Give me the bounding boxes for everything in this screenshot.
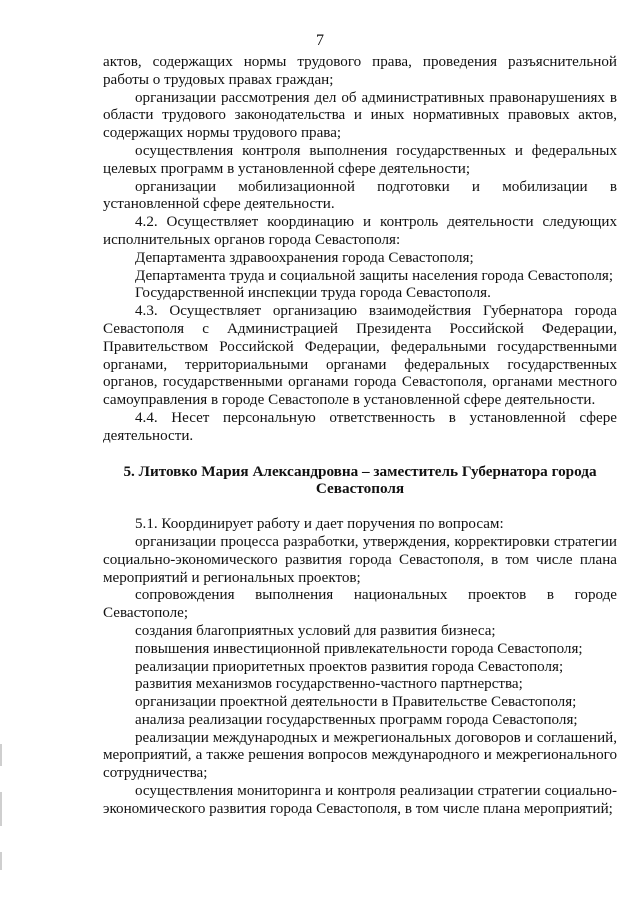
paragraph: актов, содержащих нормы трудового права, проведения разъяснительной работы о трудовых правах граждан; [103, 54, 617, 88]
paragraph: развития механизмов государственно-частного партнерства; [135, 676, 523, 693]
paragraph: Департамента труда и социальной защиты населения города Севастополя; [135, 267, 614, 284]
paragraph: осуществления мониторинга и контроля реализации стратегии социально-экономического развития города Севастополя, в том числе плана мероприятий; [103, 783, 617, 817]
section-5-body [103, 516, 617, 819]
paragraph: 4.4. Несет персональную ответственность в установленной сфере деятельности. [103, 409, 617, 444]
paragraph: организации рассмотрения дел об административных правонарушениях в области трудового законодательства и иных нормативных правовых актов, содержащих нормы трудового права; [103, 89, 617, 142]
paragraph: осуществления контроля выполнения государственных и федеральных целевых программ в установленной сфере деятельности; [103, 142, 617, 177]
page-number: 7 [316, 32, 324, 49]
paragraph: Государственной инспекции труда города Севастополя. [135, 285, 491, 302]
scan-edge-marks [0, 744, 4, 894]
paragraph: организации проектной деятельности в Правительстве Севастополя; [135, 694, 577, 711]
paragraph: Департамента здравоохранения города Севастополя; [135, 249, 474, 266]
paragraph: повышения инвестиционной привлекательности города Севастополя; [135, 640, 583, 657]
section-5-heading: 5. Литовко Мария Александровна – заместитель Губернатора города Севастополя [123, 462, 597, 498]
paragraph: 5.1. Координирует работу и дает поручения по вопросам: [135, 516, 504, 533]
section-4-continuation [103, 54, 617, 446]
paragraph: сопровождения выполнения национальных проектов в городе Севастополе; [103, 587, 617, 622]
paragraph: организации мобилизационной подготовки и мобилизации в установленной сфере деятельности. [103, 178, 617, 213]
paragraph: организации процесса разработки, утверждения, корректировки стратегии социально-экономического развития города Севастополя, в том числе плана мероприятий и региональных проектов; [103, 533, 617, 586]
paragraph: анализа реализации государственных программ города Севастополя; [135, 711, 578, 728]
paragraph: создания благоприятных условий для развития бизнеса; [135, 622, 496, 639]
document-body [103, 54, 617, 819]
paragraph: реализации приоритетных проектов развития города Севастополя; [135, 658, 564, 675]
paragraph: 4.3. Осуществляет организацию взаимодействия Губернатора города Севастополя с Администрацией Президента Российской Федерации, Правительством Российской Федерации, федеральными государственными органами, территориальными органами федеральных государственных органов, государственными органами города Севастополя, органами местного самоуправления в городе Севастополе в установленной сфере деятельности. [103, 303, 617, 409]
paragraph: реализации международных и межрегиональных договоров и соглашений, мероприятий, а также решения вопросов международного и межрегионального сотрудничества; [103, 729, 617, 782]
paragraph: 4.2. Осуществляет координацию и контроль деятельности следующих исполнительных органов города Севастополя: [103, 214, 617, 248]
